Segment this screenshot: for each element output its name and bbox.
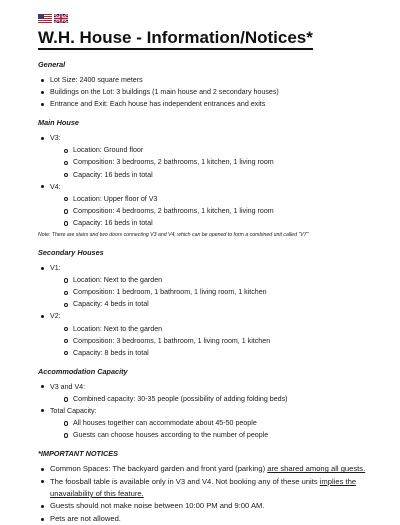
main-house-heading: Main House [38,118,79,128]
notice-item [38,476,380,501]
main-house-note: Note: There are stairs and two doors connecting V3 and V4, which can be opened to form a combined unit called "V7" [38,232,309,239]
general-heading: General [38,60,66,69]
uk-flag-icon[interactable] [54,14,68,23]
capacity-group [38,405,380,441]
unit-v3 [38,132,380,180]
unit-label: V1: [50,264,61,273]
list-item: Capacity: 16 beds in total [50,169,380,181]
notice-underlined: are shared among all guests. [267,464,366,474]
unit-label: V3: [50,134,61,143]
accommodation-section [38,367,380,441]
page-title: W.H. House - Information/Notices* [38,28,313,50]
accommodation-heading: Accommodation Capacity [38,366,128,376]
notice-item [38,463,380,475]
list-item: Buildings on the Lot: 3 buildings (1 main house and 2 secondary houses) [38,86,380,98]
notice-text: The foosball table is available only in V3 and V4. Not booking any of these units [50,476,320,486]
secondary-houses-heading: Secondary Houses [38,248,104,258]
list-item: All houses together can accommodate about 45-50 people [50,417,380,429]
capacity-group [38,381,380,405]
unit-label: V4: [50,182,61,191]
list-item: Composition: 4 bedrooms, 2 bathrooms, 1 kitchen, 1 living room [50,205,380,217]
unit-v2 [38,310,380,358]
group-label: Total Capacity: [50,406,97,415]
unit-v4 [38,181,380,229]
notice-underlined: implies the [319,476,357,486]
notice-item: Pets are not allowed. [38,513,380,525]
secondary-houses-section [38,248,380,359]
important-notices-section [38,449,380,525]
group-label: V3 and V4: [50,382,86,391]
list-item: Composition: 3 bedrooms, 1 bathroom, 1 living room, 1 kitchen [50,335,380,347]
notice-underlined: unavailability of this feature. [50,489,144,499]
list-item: Lot Size: 2400 square meters [38,74,380,86]
list-item: Composition: 3 bedrooms, 2 bathrooms, 1 kitchen, 1 living room [50,156,380,168]
language-flags [38,14,380,25]
main-house-section [38,118,380,240]
list-item: Combined capacity: 30-35 people (possibility of adding folding beds) [50,393,380,405]
us-flag-icon[interactable] [38,14,52,23]
list-item: Location: Upper floor of V3 [50,193,380,205]
unit-v1 [38,262,380,310]
list-item: Capacity: 8 beds in total [50,347,380,359]
list-item: Entrance and Exit: Each house has independent entrances and exits [38,98,380,110]
list-item: Capacity: 4 beds in total [50,298,380,310]
important-heading: *IMPORTANT NOTICES [38,449,118,459]
unit-label: V2: [50,312,61,321]
list-item: Guests can choose houses according to the number of people [50,429,380,441]
list-item: Location: Ground floor [50,144,380,156]
list-item: Location: Next to the garden [50,323,380,335]
list-item: Location: Next to the garden [50,274,380,286]
general-section [38,60,380,110]
list-item: Composition: 1 bedroom, 1 bathroom, 1 living room, 1 kitchen [50,286,380,298]
list-item: Capacity: 16 beds in total [50,217,380,229]
notice-text: Common Spaces: The backyard garden and front yard (parking) [50,464,268,474]
notice-item: Guests should not make noise between 10:00 PM and 9:00 AM. [38,500,380,512]
